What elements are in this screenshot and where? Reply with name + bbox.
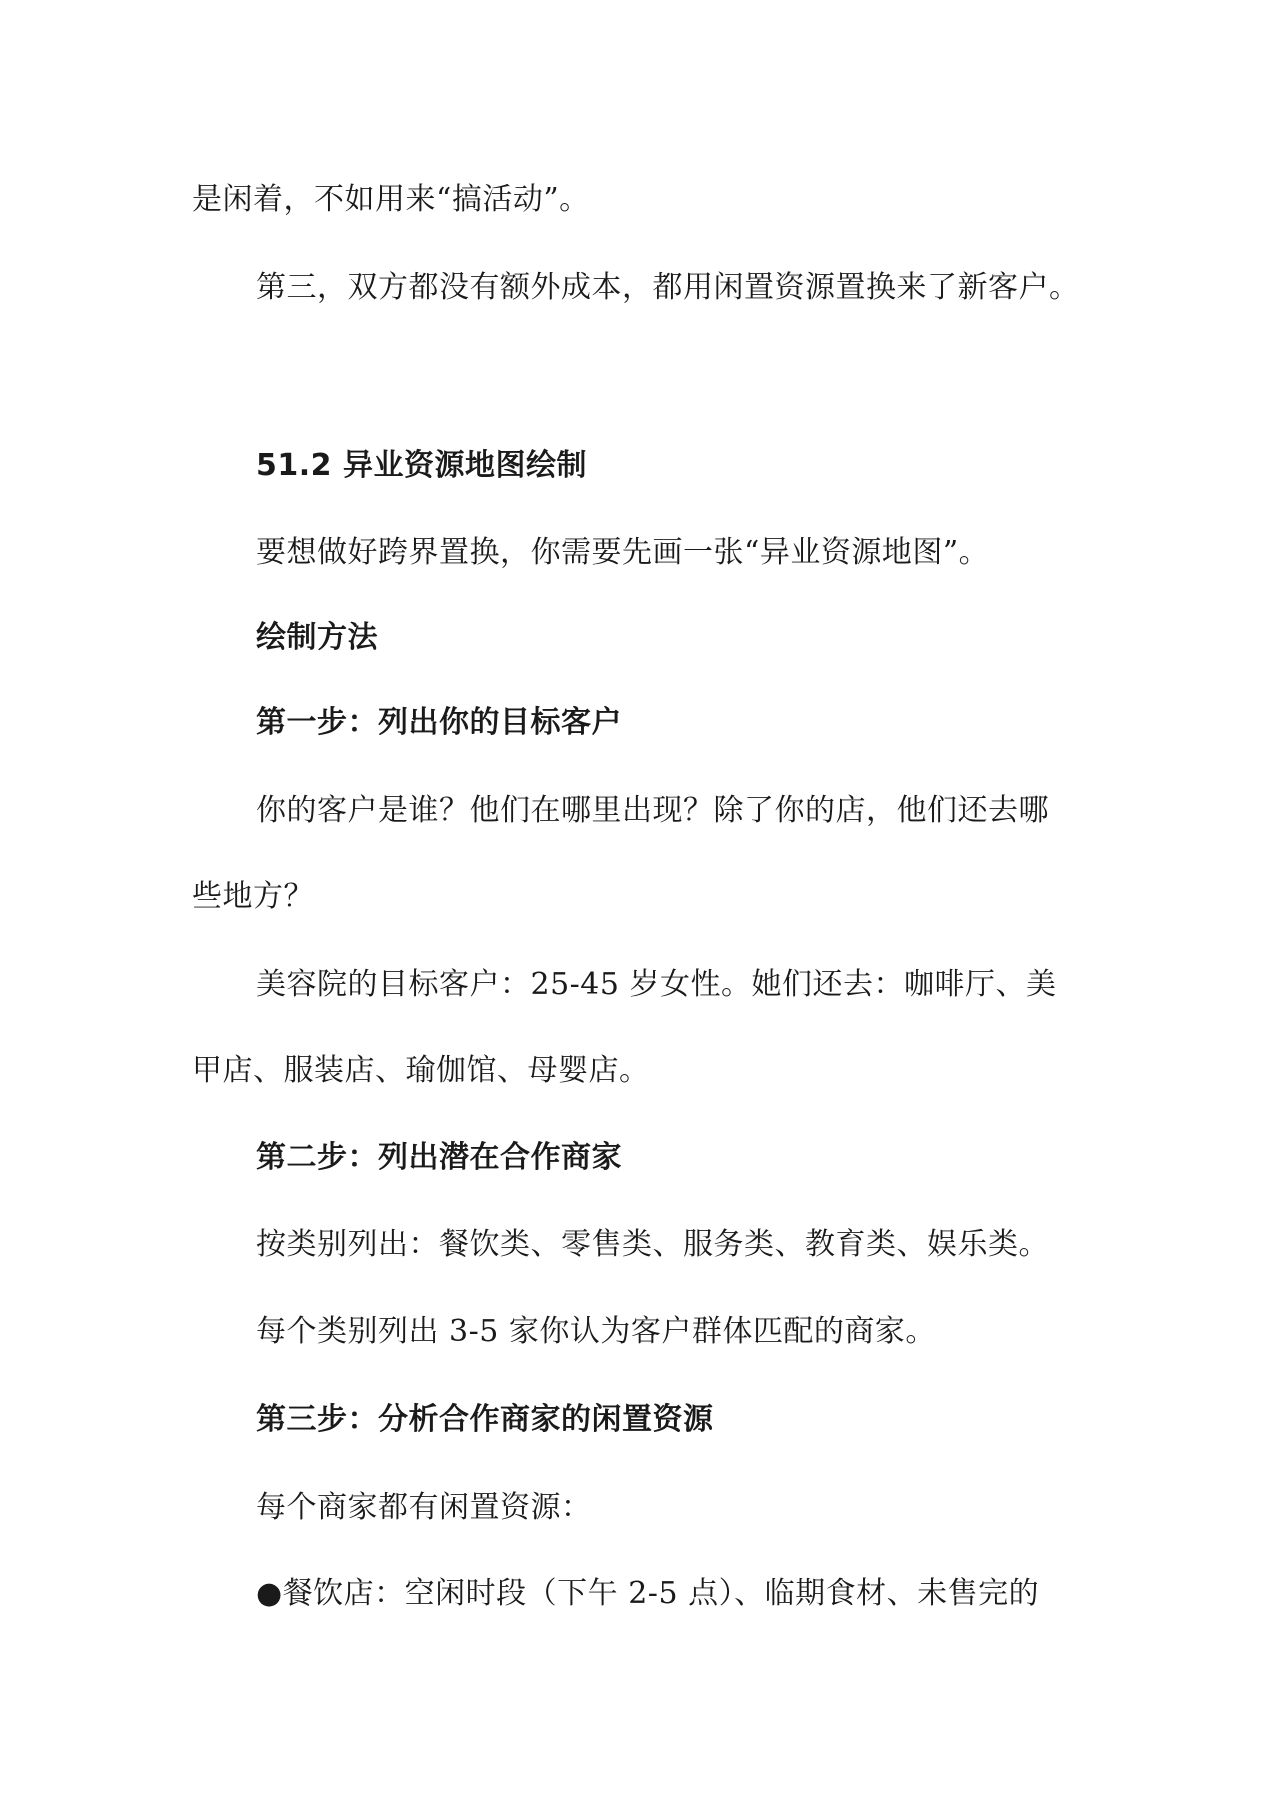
step-one-heading: 第一步：列出你的目标客户: [256, 705, 622, 740]
paragraph-line: 每个类别列出 3-5 家你认为客户群体匹配的商家。: [256, 1314, 936, 1349]
bullet-item-text: 餐饮店：空闲时段（下午 2-5 点）、临期食材、未售完的: [282, 1576, 1040, 1611]
section-heading: 51.2 异业资源地图绘制: [256, 448, 587, 483]
paragraph-line: 你的客户是谁？他们在哪里出现？除了你的店，他们还去哪: [256, 793, 1049, 828]
paragraph-line: 些地方？: [192, 879, 314, 914]
paragraph-line: 甲店、服装店、瑜伽馆、母婴店。: [192, 1053, 650, 1088]
paragraph-line: 第三，双方都没有额外成本，都用闲置资源置换来了新客户。: [256, 270, 1080, 305]
paragraph-line: 按类别列出：餐饮类、零售类、服务类、教育类、娱乐类。: [256, 1227, 1049, 1262]
subheading-method: 绘制方法: [256, 620, 378, 655]
bullet-icon: ●: [256, 1576, 283, 1611]
paragraph-line: 是闲着，不如用来“搞活动”。: [192, 182, 590, 217]
paragraph-line: 美容院的目标客户：25-45 岁女性。她们还去：咖啡厅、美: [256, 967, 1057, 1002]
bullet-item: [256, 1574, 1156, 1614]
paragraph-line: 每个商家都有闲置资源：: [256, 1490, 592, 1525]
paragraph-line: 要想做好跨界置换，你需要先画一张“异业资源地图”。: [256, 535, 990, 570]
step-three-heading: 第三步：分析合作商家的闲置资源: [256, 1402, 714, 1437]
step-two-heading: 第二步：列出潜在合作商家: [256, 1140, 622, 1175]
